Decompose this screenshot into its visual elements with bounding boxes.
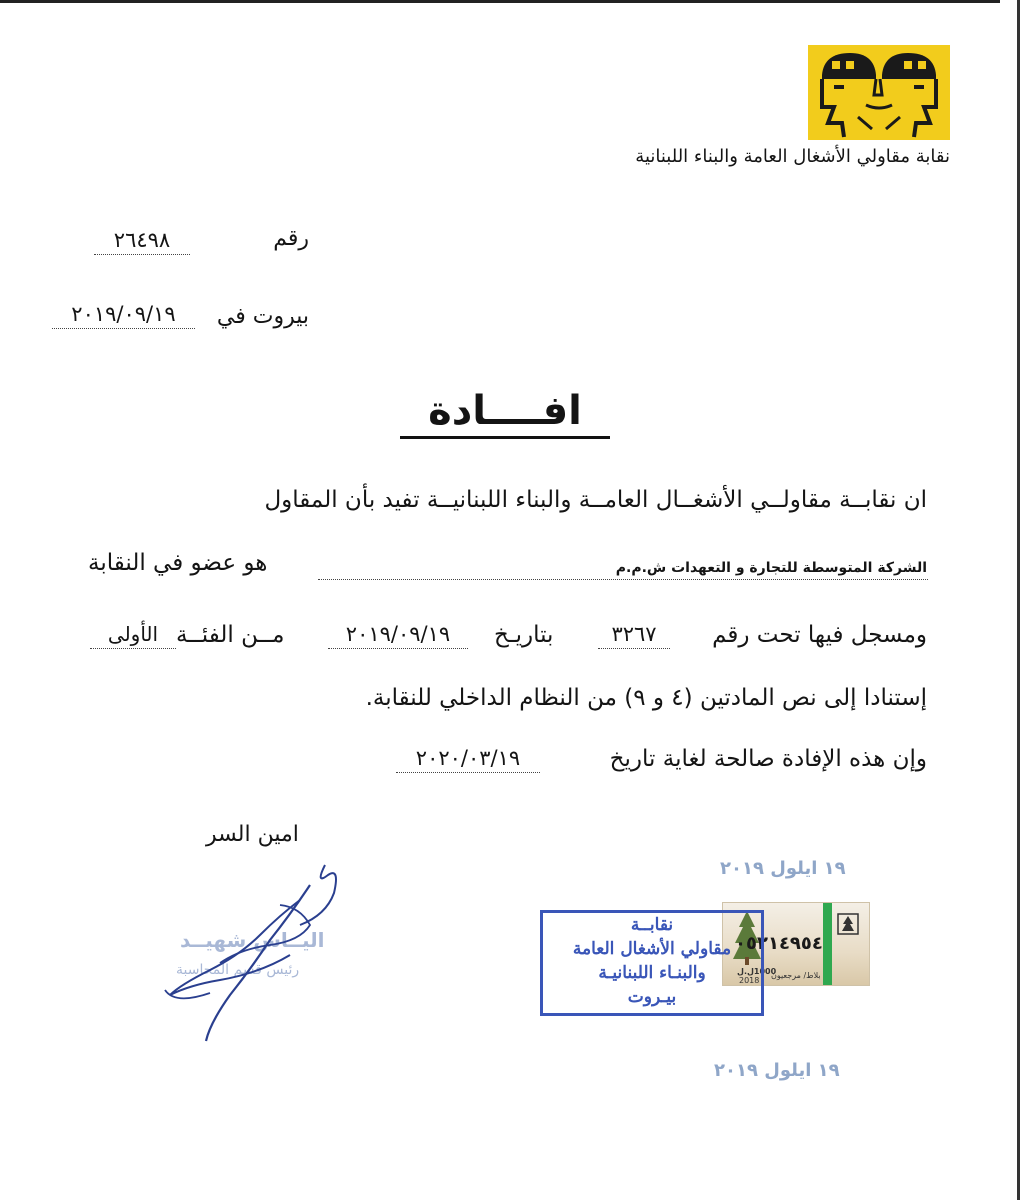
signatory-title: رئيس قسم المحاسبة	[176, 962, 300, 978]
lebanon-emblem-icon	[835, 911, 861, 937]
reference-number-value: ٢٦٤٩٨	[94, 228, 190, 255]
syndicate-logo	[808, 45, 950, 140]
logo-faces-icon	[808, 45, 950, 140]
company-name: الشركة المتوسطة للتجارة و التعهدات ش.م.م	[615, 560, 927, 576]
fiscal-stamp-green-band	[823, 903, 832, 985]
scan-edge-right	[1017, 0, 1020, 1200]
stamp-line-4: بيـروت	[627, 987, 677, 1007]
stamp-line-2: مقاولي الأشغال العامة	[572, 939, 732, 959]
fiscal-stamp-caption: بلاط/ مرجعيون	[771, 971, 821, 980]
date-stamp-bottom: ١٩ ايلول ٢٠١٩	[714, 1060, 840, 1081]
category-value: الأولى	[90, 622, 176, 649]
valid-until-date: ٢٠٢٠/٠٣/١٩	[396, 746, 540, 773]
body-line-1: ان نقابــة مقاولــي الأشغــال العامــة والبناء اللبنانيــة تفيد بأن المقاول	[264, 487, 927, 513]
signatory-name: اليــاس شهيــد	[180, 928, 325, 952]
fiscal-stamp-year: 2018	[739, 976, 760, 985]
body-line-5-validity: وإن هذه الإفادة صالحة لغاية تاريخ	[609, 746, 927, 772]
date-stamp-top: ١٩ ايلول ٢٠١٩	[720, 858, 846, 879]
body-line-4-articles: إستنادا إلى نص المادتين (٤ و ٩) من النظام الداخلي للنقابة.	[365, 685, 927, 711]
company-dotted-line	[318, 579, 928, 580]
registration-date: ٢٠١٩/٠٩/١٩	[328, 622, 468, 649]
stamp-line-3: والبنـاء اللبنانيـة	[598, 963, 706, 983]
body-line-3-date-label: بتاريـخ	[494, 622, 554, 648]
registration-number: ٣٢٦٧	[598, 622, 670, 649]
handwritten-signature-icon	[150, 845, 370, 1055]
reference-date-value: ٢٠١٩/٠٩/١٩	[52, 302, 195, 329]
fiscal-stamp-serial: ٠٥٢١٤٩٥٤	[735, 933, 823, 954]
reference-number-label: رقم	[273, 226, 309, 251]
place-date-label: بيروت في	[216, 304, 309, 329]
title-underline	[400, 436, 610, 439]
scan-edge-top	[0, 0, 1000, 3]
body-line-3-registered: ومسجل فيها تحت رقم	[712, 622, 927, 648]
syndicate-stamp	[540, 910, 764, 1016]
fiscal-stamp-value: 1000ل.ل	[737, 967, 777, 976]
organization-name: نقابة مقاولي الأشغال العامة والبناء اللبنانية	[635, 146, 950, 167]
body-line-2-member: هو عضو في النقابة	[88, 550, 268, 576]
document-title: افــــادة	[428, 388, 582, 434]
body-line-3-category-label: مــن الفئــة	[176, 622, 285, 648]
stamp-line-1: نقابــة	[630, 915, 674, 935]
signature-role: امين السر	[206, 822, 299, 847]
